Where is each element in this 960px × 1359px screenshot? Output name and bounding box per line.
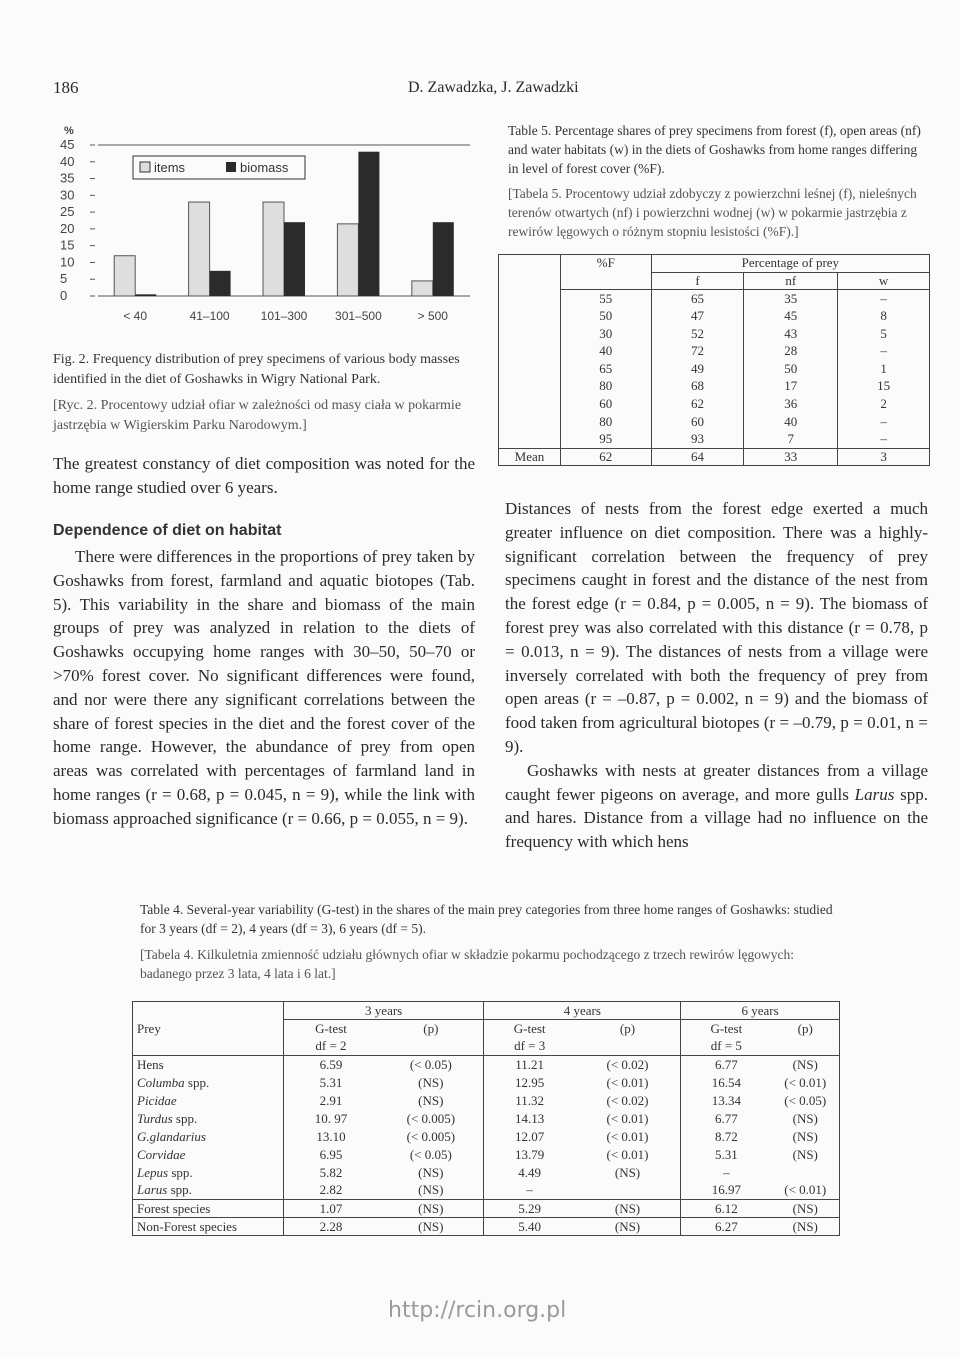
t4-prey-name: Columba — [137, 1074, 185, 1090]
t4-group-6y: 6 years — [681, 1002, 840, 1020]
x-tick-label: 301–500 — [335, 309, 382, 323]
table-5-title — [508, 121, 928, 241]
t4-cell-g6: 6.77 — [681, 1110, 772, 1128]
t4-cell-g4: – — [484, 1182, 575, 1200]
t4-summary-p3: (NS) — [378, 1218, 484, 1236]
t4-gtest-4y: G-test — [484, 1020, 575, 1038]
t5-cell-nf: 28 — [744, 342, 838, 360]
figure-2-caption — [53, 350, 478, 436]
t4-summary-row — [133, 1200, 840, 1218]
right-column-text — [505, 497, 928, 854]
t4-row — [133, 1110, 840, 1128]
t4-summary-g6: 6.27 — [681, 1218, 772, 1236]
t4-row — [133, 1182, 840, 1200]
t5-cell-f: 72 — [651, 342, 744, 360]
t4-prey-name: Corvidae — [137, 1146, 186, 1162]
bar-items-2 — [263, 202, 284, 296]
t5-mean-nf: 33 — [744, 448, 838, 466]
t4-prey-name: Hens — [137, 1056, 164, 1072]
t5-mean-pf: 62 — [560, 448, 651, 466]
t4-cell-p4: (NS) — [614, 1164, 641, 1180]
caption-text: Frequency distribution of prey specimens of various body masses identified in the diet of Goshawks in Wigry National Park. — [53, 352, 460, 387]
t4-summary-row — [133, 1218, 840, 1236]
t4-cell-p6: (NS) — [772, 1110, 840, 1128]
t4-cell-p4: (< 0.01) — [606, 1074, 649, 1090]
t4-summary — [133, 1200, 840, 1236]
t5-cell-nf: 40 — [744, 413, 838, 431]
t5-header-f: f — [651, 272, 744, 290]
t4-row — [133, 1074, 840, 1092]
y-tick-label: 15 — [60, 237, 75, 253]
t4-cell-g3: 10. 97 — [283, 1110, 378, 1128]
t4-cell-g6: 5.31 — [681, 1146, 772, 1164]
t4-row — [133, 1146, 840, 1164]
t5-cell-pf: 40 — [560, 342, 651, 360]
t4-cell-p6: (< 0.05) — [772, 1092, 840, 1110]
village-text-italic: Larus — [854, 784, 895, 804]
t5-cell-nf: 36 — [744, 395, 838, 413]
t5-row — [499, 378, 930, 396]
table5-pl-text: Procentowy udział zdobyczy z powierzchni leśnej (f), nieleśnych terenów otwartych (nf) i powierzchni wodnej (w) w pokarmie jastrzębia z rewirów lęgowych o różnym stopniu lesistości (%F).] — [508, 186, 917, 239]
t5-header-w: w — [838, 272, 930, 290]
y-tick-label: 10 — [60, 254, 75, 270]
t5-header-pf: %F — [560, 255, 651, 290]
x-tick-label: 41–100 — [189, 309, 230, 323]
t4-summary-g4: 5.40 — [484, 1218, 575, 1236]
t4-cell-p3: (NS) — [418, 1074, 444, 1090]
t4-cell-g4: 14.13 — [484, 1110, 575, 1128]
t5-cell-pf: 30 — [560, 325, 651, 343]
t4-prey-suffix: spp. — [184, 1074, 210, 1090]
t4-prey — [133, 1128, 284, 1146]
table-4-title — [140, 900, 840, 983]
bar-biomass-0 — [135, 294, 156, 296]
t4-prey — [133, 1164, 284, 1182]
t5-cell-f: 93 — [651, 430, 744, 448]
table5-pl-label: [Tabela 5. — [508, 186, 562, 201]
t4-cell-g6: 8.72 — [681, 1128, 772, 1146]
t4-df-6y: df = 5 — [681, 1038, 772, 1056]
t5-cell-w: 2 — [838, 395, 930, 413]
t5-cell-f: 62 — [651, 395, 744, 413]
t4-cell-g3: 13.10 — [283, 1128, 378, 1146]
t4-cell-p6: (< 0.01) — [772, 1182, 840, 1200]
t4-summary-p6: (NS) — [772, 1200, 840, 1218]
bar-items-3 — [337, 224, 358, 296]
table5-title-text: Percentage shares of prey specimens from forest (f), open areas (nf) and water habitats (w) in the diets of Goshawks from home ranges differing in level of forest cover (%F). — [508, 123, 921, 176]
t4-prey — [133, 1110, 284, 1128]
y-axis-unit: % — [64, 125, 74, 137]
t5-row — [499, 430, 930, 448]
t4-group-4y: 4 years — [484, 1002, 681, 1020]
table-5 — [498, 254, 930, 466]
t5-cell-pf: 80 — [560, 378, 651, 396]
t4-cell-g4: 12.07 — [484, 1128, 575, 1146]
t4-prey — [133, 1092, 284, 1110]
t4-cell-g3: 2.82 — [283, 1182, 378, 1200]
t4-row — [133, 1092, 840, 1110]
t4-cell-g4: 4.49 — [484, 1164, 575, 1182]
x-tick-label: 101–300 — [260, 309, 308, 323]
t4-cell-p4: (< 0.02) — [606, 1092, 649, 1108]
t4-cell-g6: 16.54 — [681, 1074, 772, 1092]
t5-cell-pf: 55 — [560, 290, 651, 308]
t4-summary-g3: 1.07 — [283, 1200, 378, 1218]
t4-cell-g3: 5.31 — [283, 1074, 378, 1092]
t4-prey — [133, 1146, 284, 1164]
t5-cell-nf: 50 — [744, 360, 838, 378]
t5-cell-pf: 95 — [560, 430, 651, 448]
legend-label-items: items — [154, 160, 186, 175]
t4-cell-g3: 5.82 — [283, 1164, 378, 1182]
t4-row — [133, 1128, 840, 1146]
bar-biomass-3 — [358, 152, 379, 296]
village-text-b: spp. and hares. Distance from a village had no influence on the frequency with which hens — [505, 784, 928, 852]
t5-cell-w: – — [838, 413, 930, 431]
legend-label-biomass: biomass — [240, 160, 289, 175]
t4-cell-p3: (< 0.05) — [409, 1056, 452, 1072]
y-tick-label: 30 — [60, 187, 75, 203]
t4-summary-p4: (NS) — [575, 1218, 681, 1236]
page-number: 186 — [53, 78, 79, 97]
t4-summary-p3: (NS) — [378, 1200, 484, 1218]
bar-items-1 — [189, 202, 210, 296]
t4-prey-suffix: spp. — [167, 1182, 192, 1198]
t5-row — [499, 307, 930, 325]
caption-pl-label: [Ryc. 2. — [53, 398, 98, 413]
t4-cell-p6: (< 0.01) — [772, 1074, 840, 1092]
caption-label: Fig. 2. — [53, 352, 90, 367]
t4-summary-p4: (NS) — [575, 1200, 681, 1218]
t4-cell-p3: (< 0.005) — [406, 1128, 456, 1144]
t5-cell-nf: 35 — [744, 290, 838, 308]
t5-cell-nf: 7 — [744, 430, 838, 448]
t4-cell-g3: 6.59 — [283, 1056, 378, 1074]
bar-biomass-2 — [284, 222, 305, 296]
t5-mean-w: 3 — [838, 448, 930, 466]
t4-cell-p6: (NS) — [772, 1056, 840, 1074]
t4-prey-name: Lepus — [137, 1164, 169, 1180]
t5-cell-f: 49 — [651, 360, 744, 378]
t4-cell-p4: (< 0.01) — [606, 1110, 649, 1126]
t4-cell-g6: – — [681, 1164, 772, 1182]
table5-label: Table 5. — [508, 123, 552, 138]
t4-summary-g3: 2.28 — [283, 1218, 378, 1236]
t4-prey-name: Larus — [137, 1182, 168, 1198]
t4-p-6y: (p) — [772, 1020, 840, 1038]
t5-row — [499, 360, 930, 378]
village-text-a: Goshawks with nests at greater distances from a village caught fewer pigeons on average, and more gulls — [505, 760, 928, 804]
t5-cell-pf: 65 — [560, 360, 651, 378]
t4-header-prey: Prey — [133, 1020, 284, 1038]
t4-cell-p6: (NS) — [772, 1128, 840, 1146]
t4-cell-p4: (< 0.01) — [606, 1146, 649, 1162]
t5-mean-label: Mean — [499, 448, 561, 466]
t4-summary-g6: 6.12 — [681, 1200, 772, 1218]
t5-mean-f: 64 — [651, 448, 744, 466]
t5-cell-nf: 17 — [744, 378, 838, 396]
t4-summary-p6: (NS) — [772, 1218, 840, 1236]
table-4 — [132, 1001, 840, 1236]
intro-paragraph: The greatest constancy of diet composition was noted for the home range studied over 6 years. — [53, 454, 475, 497]
t4-cell-p4: (< 0.01) — [606, 1128, 649, 1144]
y-tick-label: 0 — [60, 288, 68, 303]
t4-group-3y: 3 years — [283, 1002, 484, 1020]
section-heading: Dependence of diet on habitat — [53, 522, 282, 539]
t4-cell-g6: 13.34 — [681, 1092, 772, 1110]
legend-swatch-items — [140, 162, 150, 172]
t5-cell-w: 1 — [838, 360, 930, 378]
t5-cell-f: 52 — [651, 325, 744, 343]
table4-title-text: Several-year variability (G-test) in the shares of the main prey categories from three home ranges of Goshawks: studied for 3 years (df = 2), 4 years (df = 3), 6 years (df = 5). — [140, 902, 833, 936]
t4-cell-p6 — [772, 1164, 840, 1182]
t4-cell-p4: (< 0.02) — [606, 1056, 649, 1072]
t4-cell-p6: (NS) — [772, 1146, 840, 1164]
t5-cell-nf: 45 — [744, 307, 838, 325]
t5-cell-w: 8 — [838, 307, 930, 325]
t4-cell-p3: (NS) — [418, 1182, 444, 1198]
y-tick-label: 40 — [60, 153, 75, 169]
y-tick-label: 35 — [60, 170, 75, 186]
t4-prey — [133, 1182, 284, 1200]
x-tick-label: > 500 — [417, 309, 448, 323]
t5-cell-w: – — [838, 430, 930, 448]
t4-prey-name: Turdus — [137, 1110, 173, 1126]
t5-row — [499, 325, 930, 343]
t4-cell-p3: (NS) — [418, 1092, 444, 1108]
t4-cell-p3: (< 0.05) — [409, 1146, 452, 1162]
bar-items-0 — [114, 256, 135, 296]
t4-prey-name: G.glandarius — [137, 1128, 206, 1144]
t5-row — [499, 413, 930, 431]
t4-prey-name: Picidae — [137, 1092, 177, 1108]
caption-pl-text: Procentowy udział ofiar w zależności od masy ciała w pokarmie jastrzębia w Wigierskim Parku Narodowym.] — [53, 398, 462, 433]
footer-url: http://rcin.org.pl — [388, 1298, 567, 1323]
x-tick-label: < 40 — [123, 309, 148, 323]
t4-cell-p3: (< 0.005) — [406, 1110, 456, 1126]
t4-prey-suffix: spp. — [168, 1164, 193, 1180]
t5-cell-pf: 50 — [560, 307, 651, 325]
t4-cell-g4: 13.79 — [484, 1146, 575, 1164]
bar-biomass-4 — [433, 222, 454, 296]
chart-legend — [133, 156, 305, 179]
bar-biomass-1 — [210, 271, 231, 296]
t5-row — [499, 395, 930, 413]
t4-gtest-3y: G-test — [283, 1020, 378, 1038]
t4-row — [133, 1056, 840, 1074]
t4-df-4y: df = 3 — [484, 1038, 575, 1056]
t5-body — [499, 290, 930, 448]
t5-row — [499, 290, 930, 308]
t5-cell-w: 15 — [838, 378, 930, 396]
t4-p-3y: (p) — [423, 1020, 439, 1036]
t5-header-nf: nf — [744, 272, 838, 290]
t4-cell-g6: 6.77 — [681, 1056, 772, 1074]
t5-cell-pf: 60 — [560, 395, 651, 413]
t5-cell-pf: 80 — [560, 413, 651, 431]
y-tick-label: 25 — [60, 204, 75, 220]
t5-cell-f: 68 — [651, 378, 744, 396]
t4-summary-prey: Forest species — [133, 1200, 284, 1218]
t5-cell-w: – — [838, 290, 930, 308]
t4-prey — [133, 1074, 284, 1092]
figure-2-bar-chart — [58, 120, 478, 335]
village-paragraph — [505, 759, 928, 854]
distance-paragraph: Distances of nests from the forest edge exerted a much greater influence on diet composition. There was a highly-significant correlation between the frequency of prey specimens caught in forest and the distance of the nest from the forest edge (r = 0.84, p = 0.005, n = 9). The biomass of forest prey was also correlated with this distance (r = 0.78, p = 0.013, n = 9). The distances of nests from a village were inversely correlated with both the frequency of prey from open areas (r = –0.87, p = 0.002, n = 9) and the biomass of food taken from agricultural biotopes (r = –0.79, p = 0.01, n = 9). — [505, 499, 928, 756]
table4-pl-text: Kilkuletnia zmienność udziału głównych ofiar w składzie pokarmu pochodzącego z trzech rewirów lęgowych: badanego przez 3 lata, 4 lata i 6 lat.] — [140, 947, 794, 981]
t4-row — [133, 1164, 840, 1182]
legend-swatch-biomass — [226, 162, 236, 172]
bar-items-4 — [412, 281, 433, 296]
table4-pl-label: [Tabela 4. — [140, 947, 194, 962]
t5-cell-w: – — [838, 342, 930, 360]
t4-prey — [133, 1056, 284, 1074]
table4-label: Table 4. — [140, 902, 184, 917]
t5-cell-f: 60 — [651, 413, 744, 431]
t4-cell-g4: 11.32 — [484, 1092, 575, 1110]
y-tick-label: 20 — [60, 220, 75, 236]
y-tick-label: 5 — [60, 271, 68, 287]
t5-row — [499, 342, 930, 360]
t5-cell-f: 65 — [651, 290, 744, 308]
t4-cell-g3: 6.95 — [283, 1146, 378, 1164]
t4-prey-suffix: spp. — [172, 1110, 198, 1126]
t4-df-3y: df = 2 — [283, 1038, 378, 1056]
t5-cell-w: 5 — [838, 325, 930, 343]
t5-cell-f: 47 — [651, 307, 744, 325]
y-tick-label: 45 — [60, 137, 75, 152]
t5-cell-nf: 43 — [744, 325, 838, 343]
running-head: D. Zawadzka, J. Zawadzki — [408, 79, 579, 96]
t4-summary-g4: 5.29 — [484, 1200, 575, 1218]
t4-cell-g4: 12.95 — [484, 1074, 575, 1092]
habitat-paragraph: There were differences in the proportions of prey taken by Goshawks from forest, farmland and aquatic biotopes (Tab. 5). This variability in the share and biomass of the main groups of prey was analyzed in relation to the diets of Goshawks occupying home ranges with 30–50, 50–70 or >70% forest cover. No significant differences were found, and nor were there any significant correlations between the share of forest species in the diet and the forest cover of the home range. However, the abundance of prey from open areas was correlated with percentages of farmland land in home ranges (r = 0.68, p = 0.045, n = 9), while the link with biomass approached significance (r = 0.66, p = 0.055, n = 9). — [53, 547, 475, 828]
t4-cell-p4 — [575, 1182, 681, 1200]
t4-cell-g4: 11.21 — [484, 1056, 575, 1074]
t4-cell-g3: 2.91 — [283, 1092, 378, 1110]
t4-summary-prey: Non-Forest species — [133, 1218, 284, 1236]
t5-header-group: Percentage of prey — [651, 255, 929, 273]
t4-gtest-6y: G-test — [681, 1020, 772, 1038]
t4-cell-p3: (NS) — [418, 1164, 444, 1180]
t4-p-4y: (p) — [619, 1020, 636, 1036]
t4-cell-g6: 16.97 — [681, 1182, 772, 1200]
t4-body — [133, 1056, 840, 1200]
